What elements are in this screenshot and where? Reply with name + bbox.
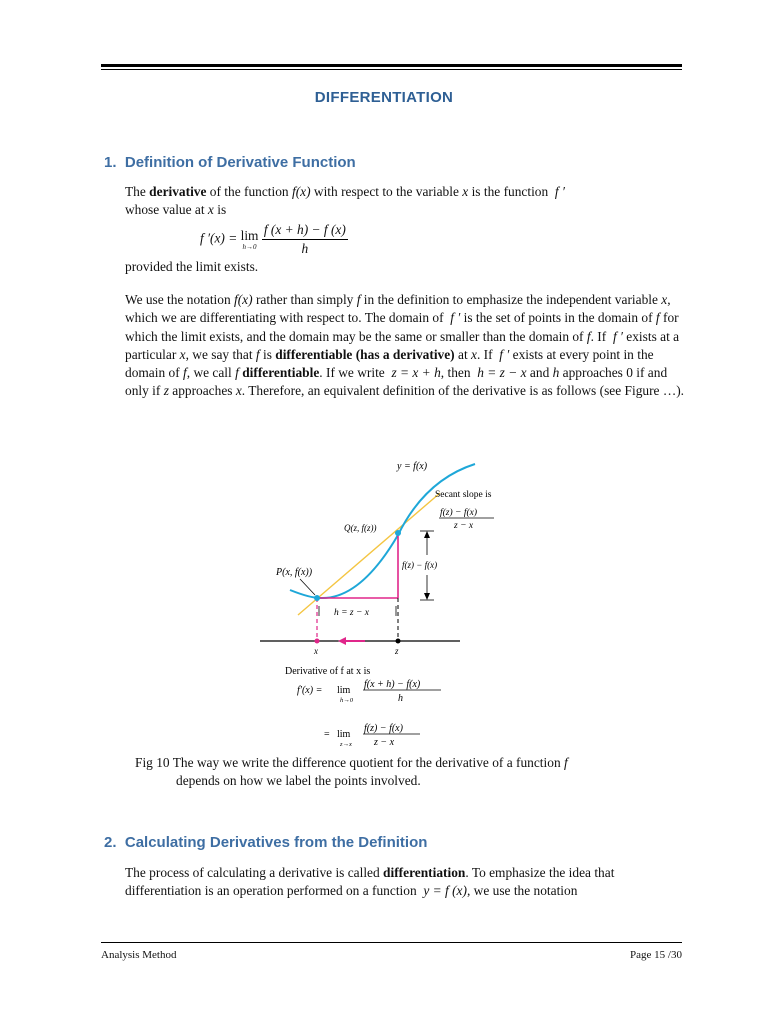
deriv-den2: z − x (374, 737, 395, 748)
q-label: Q(z, f(z)) (344, 523, 377, 533)
section-number: 2. (104, 834, 117, 851)
caption-text-cont: depends on how we label the points involved. (176, 773, 421, 788)
section-heading-2 (104, 834, 427, 851)
section-title: Calculating Derivatives from the Definition (124, 834, 428, 851)
z-tick-label: z (395, 646, 399, 656)
section-number: 1. (104, 154, 117, 171)
text: is the function (468, 184, 552, 199)
caption-label: Fig 10 (135, 755, 170, 770)
derivative-formula (200, 222, 348, 257)
text: . To emphasize the idea that differentiation is an operation performed on a function (125, 865, 615, 899)
text: in the definition to emphasize the independent variable (360, 292, 662, 307)
text: , which we are differentiating with respect to. The domain of (125, 292, 671, 326)
footer-title: Analysis Method (101, 949, 177, 961)
math: f(x) (234, 292, 253, 307)
deriv-title: Derivative of f at x is (285, 666, 371, 677)
math: f (356, 292, 361, 307)
deriv-eq: = (324, 729, 330, 740)
text: The (125, 184, 150, 199)
limit (241, 228, 259, 251)
text: for which the limit exists, and the domain may be the same or smaller than the domain of (125, 310, 679, 344)
secant-denominator: z − x (454, 521, 474, 531)
section-title: Definition of Derivative Function (124, 154, 356, 171)
math: f ′ (554, 184, 565, 199)
formula-lhs: f ′(x) = (200, 230, 241, 246)
secant-label: Secant slope is (435, 490, 492, 500)
secant-figure (260, 455, 492, 750)
math: f ′ (499, 346, 510, 362)
text: exists at a particular (125, 328, 680, 362)
point-p (314, 595, 320, 601)
curve-label: y = f(x) (397, 461, 428, 472)
text: . If (590, 328, 610, 344)
p-label: P(x, f(x)) (276, 567, 313, 578)
text: is (259, 346, 276, 362)
text: . If (476, 346, 496, 362)
deriv-lim2-sub: z→x (340, 741, 352, 748)
math: f (586, 328, 591, 344)
text: is the set of points in the domain of (460, 310, 656, 326)
math: f (255, 346, 260, 362)
numerator: f (x + h) − f (x) (262, 222, 348, 240)
math: x (179, 346, 186, 362)
paragraph-limit-exists: provided the limit exists. (125, 259, 259, 274)
math: x (661, 292, 668, 307)
math: f (564, 755, 568, 770)
math: x (235, 383, 242, 399)
math: f (235, 365, 239, 381)
math: f(x) (291, 184, 311, 199)
text: , we say that (185, 346, 256, 362)
h-arrow-head (338, 637, 346, 645)
caption-text: The way we write the difference quotient for the derivative of a function (169, 755, 564, 770)
math: f (655, 310, 660, 326)
text: approaches (168, 383, 236, 399)
diff-arrow-up-head (424, 531, 430, 538)
paragraph-notation (125, 291, 685, 401)
limit-text: lim (240, 228, 259, 243)
text: . If we write (319, 365, 389, 381)
text: . Therefore, an equivalent definition of the derivative is as follows (see Figure …). (241, 383, 685, 399)
math: f (183, 365, 187, 381)
text: with respect to the variable (310, 184, 463, 199)
x-point (315, 639, 320, 644)
diff-arrow-down-head (424, 593, 430, 600)
function-curve (290, 464, 478, 598)
header-rule-thin (101, 69, 682, 70)
math: h = z − x (477, 365, 527, 381)
paragraph-differentiation (125, 864, 685, 901)
text: at (454, 346, 472, 362)
limit-sub: h→0 (242, 243, 257, 251)
text: is (213, 202, 227, 218)
z-point (396, 639, 401, 644)
h-label: h = z − x (334, 608, 369, 618)
text: The process of calculating a derivative is called (125, 865, 384, 880)
text: of the function (206, 184, 292, 199)
term-differentiation: differentiation (383, 865, 466, 880)
math: x (207, 202, 214, 218)
diff-label: f(z) − f(x) (402, 560, 438, 570)
denominator: h (301, 241, 309, 256)
deriv-lim2: lim (337, 729, 351, 740)
text: , then (440, 365, 474, 381)
term-differentiable: differentiable (has a derivative) (275, 346, 455, 362)
p-leader (300, 579, 315, 595)
text: approaches 0 if and only if (125, 365, 668, 399)
text: exists at every point in the domain of (125, 346, 654, 381)
point-q (395, 530, 401, 536)
deriv-num1: f(x + h) − f(x) (364, 679, 421, 690)
math: y = f (x) (423, 883, 467, 899)
paragraph-definition (125, 183, 685, 220)
page-number: Page 15 /30 (630, 949, 682, 961)
math: x (462, 184, 469, 199)
math: h (552, 365, 560, 381)
footer-rule (101, 942, 682, 943)
math: f ′ (612, 328, 623, 344)
math: x (471, 346, 477, 362)
term-differentiable: differentiable (242, 365, 320, 381)
text: We use the notation (125, 292, 234, 307)
figure-caption (135, 754, 675, 790)
text: whose value at (125, 202, 208, 218)
deriv-lim1-sub: h→0 (340, 697, 353, 704)
fraction (262, 222, 348, 257)
deriv-lhs: f′(x) = (297, 685, 323, 696)
deriv-num2: f(z) − f(x) (364, 723, 403, 734)
text: and (526, 365, 553, 381)
section-heading-1 (104, 154, 356, 171)
header-rule-thick (101, 64, 682, 67)
deriv-lim1: lim (337, 685, 351, 696)
term-derivative: derivative (149, 184, 207, 199)
math: f ′ (450, 310, 461, 326)
page-title: DIFFERENTIATION (314, 89, 454, 106)
text: rather than simply (252, 292, 357, 307)
text: , we call (186, 365, 236, 381)
secant-numerator: f(z) − f(x) (440, 508, 478, 518)
math: z (163, 383, 169, 399)
text: , we use the notation (466, 883, 578, 899)
x-tick-label: x (314, 646, 318, 656)
deriv-den1: h (398, 693, 403, 704)
math: z = x + h (391, 365, 441, 381)
